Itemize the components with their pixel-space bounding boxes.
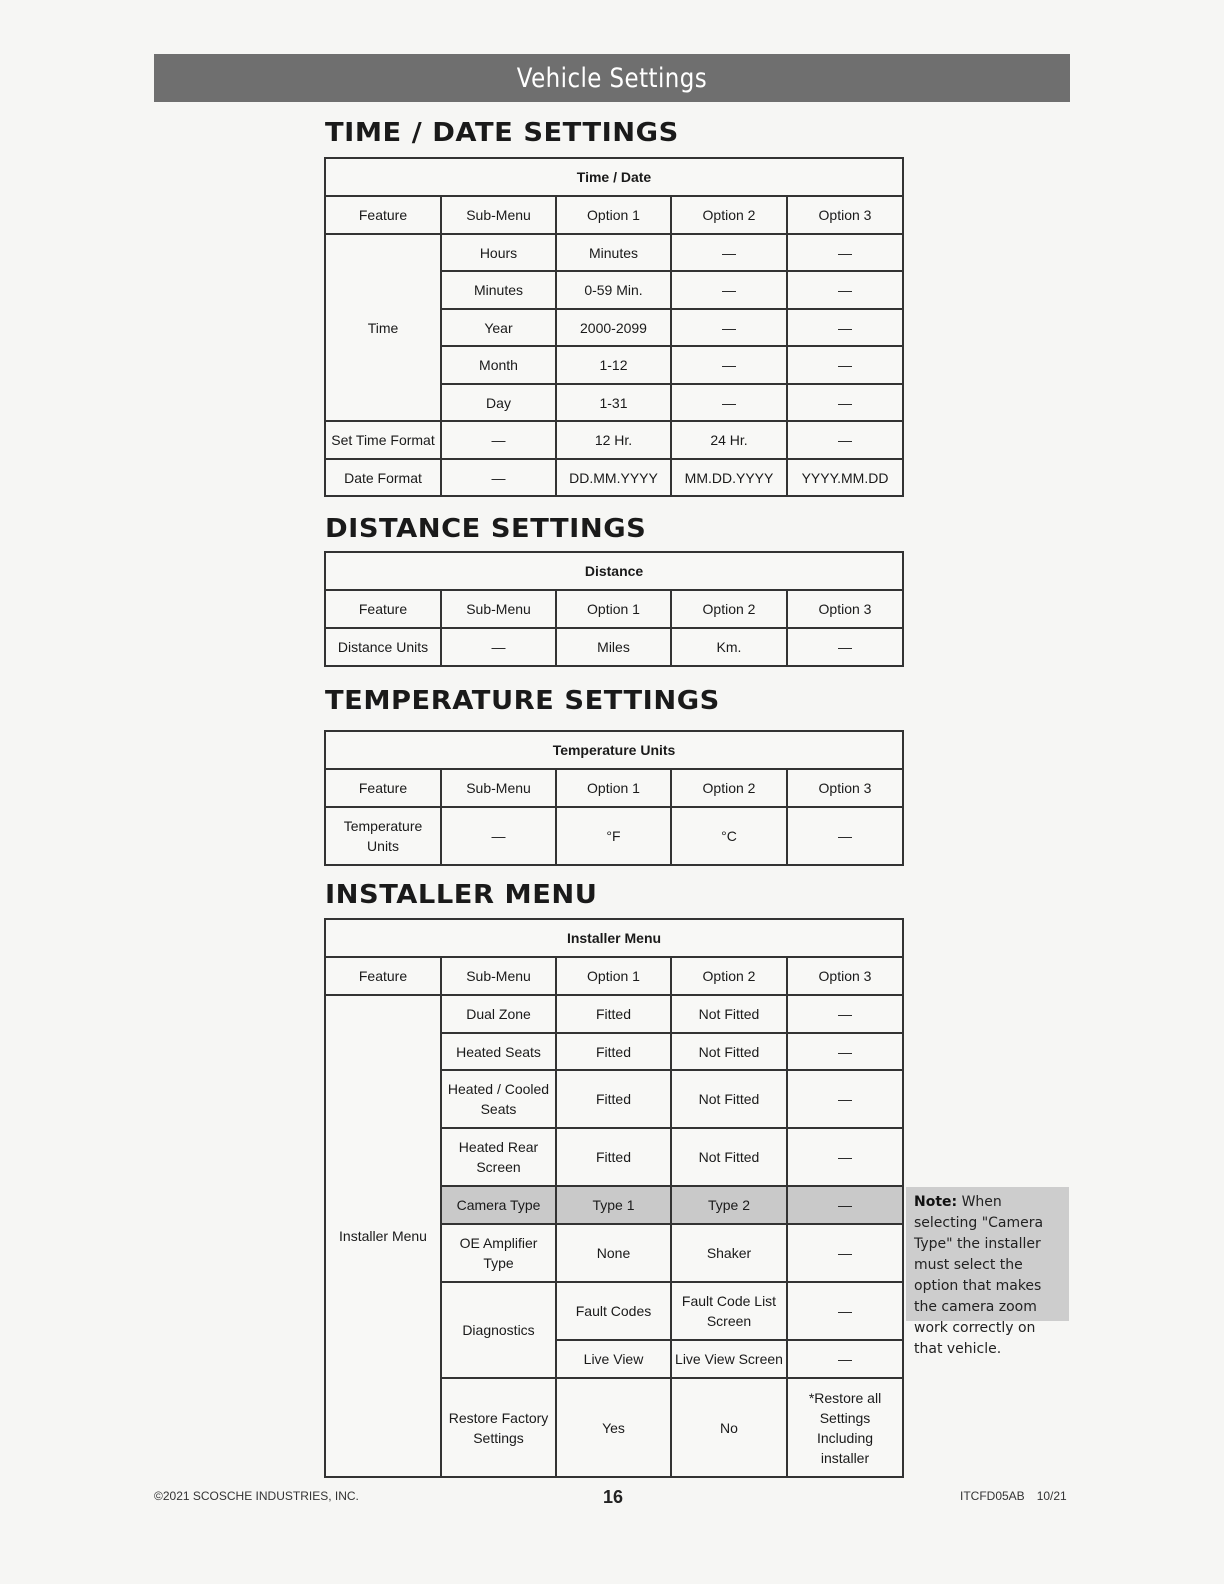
table-caption: Distance xyxy=(325,552,903,590)
option2-cell: Not Fitted xyxy=(671,1033,787,1070)
option1-cell: Live View xyxy=(556,1340,671,1378)
option2-cell: Shaker xyxy=(671,1224,787,1282)
option1-cell: Type 1 xyxy=(556,1186,671,1224)
option1-cell: Fitted xyxy=(556,1070,671,1128)
option3-cell: — xyxy=(787,421,903,459)
submenu-cell: — xyxy=(441,421,556,459)
table-caption: Installer Menu xyxy=(325,919,903,957)
option3-cell: YYYY.MM.DD xyxy=(787,459,903,496)
header-cell: Option 3 xyxy=(787,957,903,995)
feature-cell: Distance Units xyxy=(325,628,441,666)
submenu-cell: Year xyxy=(441,309,556,346)
doc-date: 10/21 xyxy=(1036,1489,1067,1503)
submenu-cell: — xyxy=(441,807,556,865)
feature-cell: Time xyxy=(325,234,441,421)
table-row xyxy=(325,995,903,1033)
option2-cell: Not Fitted xyxy=(671,995,787,1033)
feature-cell: Date Format xyxy=(325,459,441,496)
header-cell: Feature xyxy=(325,769,441,807)
option1-cell: None xyxy=(556,1224,671,1282)
page-number: 16 xyxy=(603,1487,624,1507)
option3-cell: — xyxy=(787,807,903,865)
option2-cell: — xyxy=(671,271,787,309)
header-cell: Option 2 xyxy=(671,769,787,807)
option3-cell: — xyxy=(787,234,903,271)
header-cell: Option 2 xyxy=(671,196,787,234)
submenu-cell: Month xyxy=(441,346,556,384)
option3-cell: — xyxy=(787,1033,903,1070)
page-banner xyxy=(154,54,1070,102)
header-cell: Sub-Menu xyxy=(441,957,556,995)
option3-cell: — xyxy=(787,346,903,384)
installer-table xyxy=(324,918,904,1478)
option2-cell: °C xyxy=(671,807,787,865)
option2-cell: 24 Hr. xyxy=(671,421,787,459)
submenu-cell: Heated Seats xyxy=(441,1033,556,1070)
feature-cell: Installer Menu xyxy=(325,995,441,1477)
time-date-table xyxy=(324,157,904,497)
distance-table xyxy=(324,551,904,667)
option3-cell: — xyxy=(787,1186,903,1224)
doc-code: ITCFD05AB xyxy=(960,1489,1025,1503)
header-cell: Option 3 xyxy=(787,769,903,807)
option1-cell: DD.MM.YYYY xyxy=(556,459,671,496)
option3-cell: — xyxy=(787,1070,903,1128)
distance-title: DISTANCE SETTINGS xyxy=(325,514,647,544)
option1-cell: Miles xyxy=(556,628,671,666)
header-cell: Sub-Menu xyxy=(441,769,556,807)
submenu-cell: Diagnostics xyxy=(441,1282,556,1378)
submenu-cell: Camera Type xyxy=(441,1186,556,1224)
header-cell: Sub-Menu xyxy=(441,196,556,234)
submenu-cell: Dual Zone xyxy=(441,995,556,1033)
submenu-cell: Minutes xyxy=(441,271,556,309)
option3-cell: — xyxy=(787,1340,903,1378)
footer-copyright: ©2021 SCOSCHE INDUSTRIES, INC. xyxy=(154,1489,359,1503)
note-label: Note: xyxy=(914,1194,958,1210)
option2-cell: — xyxy=(671,309,787,346)
option3-cell: — xyxy=(787,1224,903,1282)
header-row xyxy=(325,769,903,807)
header-cell: Option 3 xyxy=(787,196,903,234)
option3-cell: — xyxy=(787,628,903,666)
option1-cell: Fitted xyxy=(556,1033,671,1070)
submenu-cell: — xyxy=(441,628,556,666)
option1-cell: 1-12 xyxy=(556,346,671,384)
submenu-cell: Day xyxy=(441,384,556,421)
header-cell: Option 3 xyxy=(787,590,903,628)
table-row xyxy=(325,807,903,865)
header-cell: Feature xyxy=(325,957,441,995)
header-row xyxy=(325,590,903,628)
option1-cell: Fitted xyxy=(556,995,671,1033)
option2-cell: Fault Code List Screen xyxy=(671,1282,787,1340)
option2-cell: — xyxy=(671,384,787,421)
option3-cell: — xyxy=(787,1128,903,1186)
header-cell: Option 2 xyxy=(671,590,787,628)
table-row xyxy=(325,234,903,271)
option1-cell: Fitted xyxy=(556,1128,671,1186)
temperature-table xyxy=(324,730,904,866)
table-row xyxy=(325,421,903,459)
header-cell: Option 2 xyxy=(671,957,787,995)
time-date-title: TIME / DATE SETTINGS xyxy=(325,118,679,148)
option3-cell: — xyxy=(787,309,903,346)
option3-cell: *Restore all Settings Including installer xyxy=(787,1378,903,1477)
table-caption: Temperature Units xyxy=(325,731,903,769)
option2-cell: MM.DD.YYYY xyxy=(671,459,787,496)
option1-cell: Yes xyxy=(556,1378,671,1477)
option2-cell: Km. xyxy=(671,628,787,666)
option2-cell: Live View Screen xyxy=(671,1340,787,1378)
option1-cell: 0-59 Min. xyxy=(556,271,671,309)
feature-cell: Set Time Format xyxy=(325,421,441,459)
table-caption: Time / Date xyxy=(325,158,903,196)
note-text: When selecting "Camera Type" the installer must select the option that makes the camera zoom work correctly on that vehicle. xyxy=(914,1194,1044,1357)
header-row xyxy=(325,196,903,234)
option1-cell: Fault Codes xyxy=(556,1282,671,1340)
header-cell: Feature xyxy=(325,196,441,234)
option2-cell: Not Fitted xyxy=(671,1070,787,1128)
table-row xyxy=(325,628,903,666)
option1-cell: Minutes xyxy=(556,234,671,271)
option1-cell: °F xyxy=(556,807,671,865)
option2-cell: — xyxy=(671,346,787,384)
option2-cell: — xyxy=(671,234,787,271)
option3-cell: — xyxy=(787,384,903,421)
header-row xyxy=(325,957,903,995)
table-row xyxy=(325,459,903,496)
option3-cell: — xyxy=(787,1282,903,1340)
submenu-cell: Heated Rear Screen xyxy=(441,1128,556,1186)
option1-cell: 2000-2099 xyxy=(556,309,671,346)
header-cell: Sub-Menu xyxy=(441,590,556,628)
feature-cell: Temperature Units xyxy=(325,807,441,865)
banner-title: Vehicle Settings xyxy=(516,62,708,94)
header-cell: Option 1 xyxy=(556,590,671,628)
option1-cell: 1-31 xyxy=(556,384,671,421)
submenu-cell: OE Amplifier Type xyxy=(441,1224,556,1282)
temperature-title: TEMPERATURE SETTINGS xyxy=(325,686,720,716)
header-cell: Option 1 xyxy=(556,957,671,995)
header-cell: Option 1 xyxy=(556,196,671,234)
installer-title: INSTALLER MENU xyxy=(325,880,598,910)
option2-cell: Not Fitted xyxy=(671,1128,787,1186)
option2-cell: Type 2 xyxy=(671,1186,787,1224)
submenu-cell: Restore Factory Settings xyxy=(441,1378,556,1477)
header-cell: Option 1 xyxy=(556,769,671,807)
submenu-cell: Heated / Cooled Seats xyxy=(441,1070,556,1128)
submenu-cell: — xyxy=(441,459,556,496)
header-cell: Feature xyxy=(325,590,441,628)
submenu-cell: Hours xyxy=(441,234,556,271)
option3-cell: — xyxy=(787,271,903,309)
option1-cell: 12 Hr. xyxy=(556,421,671,459)
option3-cell: — xyxy=(787,995,903,1033)
camera-type-note xyxy=(906,1187,1069,1357)
option2-cell: No xyxy=(671,1378,787,1477)
footer-doc-info xyxy=(960,1489,1067,1503)
